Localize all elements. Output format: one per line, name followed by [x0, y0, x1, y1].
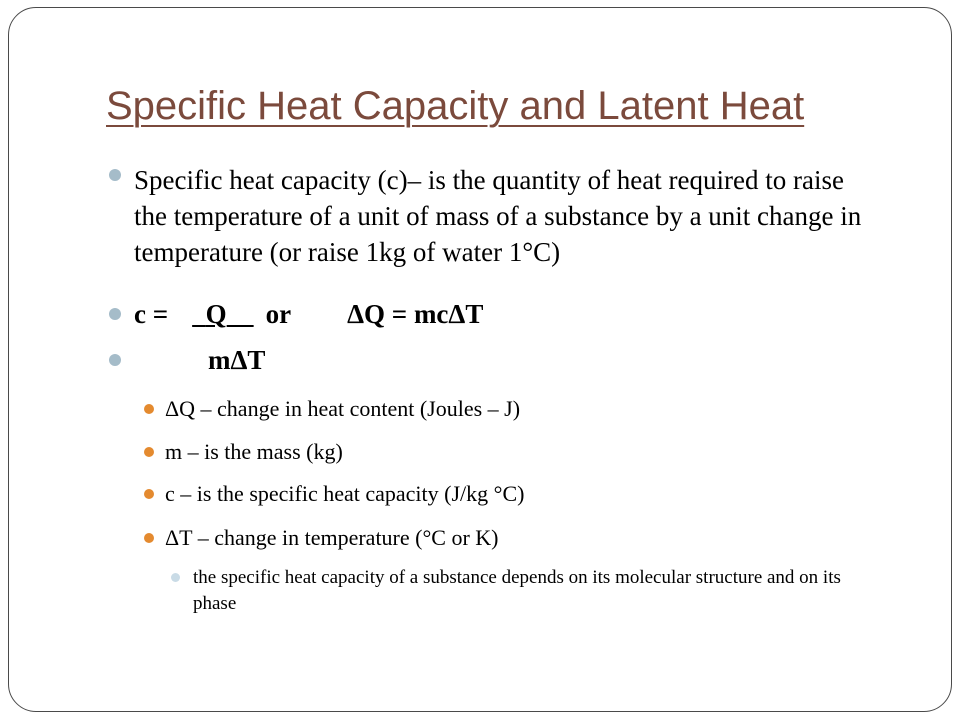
bullet-dot: [144, 447, 154, 457]
bullet-dot: [144, 533, 154, 543]
bullet-dot: [109, 169, 121, 181]
sub-bullet-delta-q: ΔQ – change in heat content (Joules – J): [165, 396, 521, 421]
bullet-dot: [144, 489, 154, 499]
formula-denominator: mΔT: [208, 345, 266, 375]
formula-line: [134, 296, 874, 332]
formula-equation: ΔQ = mcΔT: [347, 299, 484, 329]
bullet-dot: [144, 404, 154, 414]
bullet-dot: [171, 573, 180, 582]
sub-sub-bullet-note: the specific heat capacity of a substance depends on its molecular structure and on its phase: [193, 567, 841, 614]
slide-title: Specific Heat Capacity and Latent Heat: [106, 84, 805, 128]
formula-lhs: c =: [134, 299, 169, 329]
sub-bullet-specific-heat: c – is the specific heat capacity (J/kg °C): [165, 481, 525, 506]
formula-or: or: [265, 299, 292, 329]
bullet-dot: [109, 308, 121, 320]
sub-bullet-mass: m – is the mass (kg): [165, 439, 343, 464]
formula-numerator: Q: [205, 299, 227, 329]
bullet-dot: [109, 354, 121, 366]
sub-bullet-delta-t: ΔT – change in temperature (°C or K): [165, 525, 499, 550]
definition-text: Specific heat capacity (c)– is the quantity of heat required to raise the temperature of a unit of mass of a substance by a unit change in temperature (or raise 1kg of water 1°C): [134, 165, 862, 267]
